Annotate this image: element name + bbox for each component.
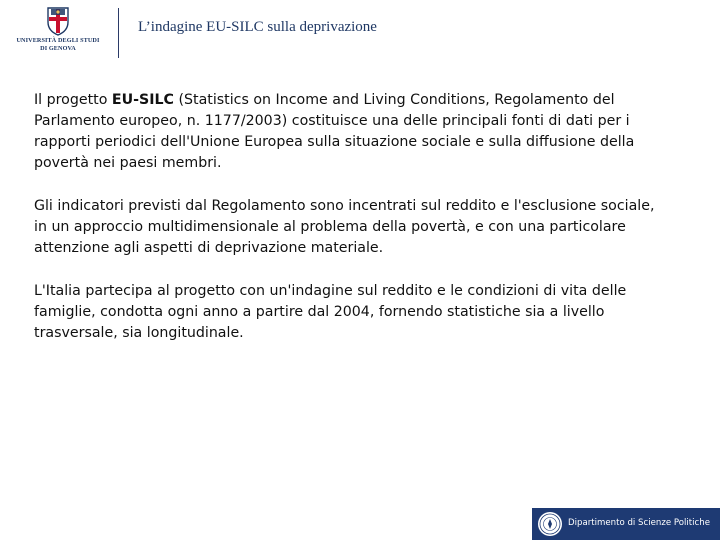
university-name-line1: UNIVERSITÀ DEGLI STUDI — [16, 37, 100, 44]
paragraph-1-text-start: Il progetto — [34, 92, 112, 108]
university-logo — [6, 6, 110, 62]
university-name-line2: DI GENOVA — [40, 45, 76, 52]
footer-bar — [532, 508, 720, 540]
department-name: Dipartimento di Scienze Politiche — [568, 518, 711, 528]
paragraph-1-text-end: (Statistics on Income and Living Conditions, Regolamento del Parlamento europeo, n. 1177/2003) costituisce una delle principali fonti di dati per i rapporti periodici dell'Unione Europea sulla situazione sociale e sulla diffusione della povertà nei paesi membri. — [34, 92, 635, 171]
paragraph-1 — [34, 90, 664, 174]
eu-silc-bold: EU-SILC — [111, 92, 174, 108]
header-divider — [118, 8, 119, 58]
slide-title: L’indagine EU-SILC sulla deprivazione — [138, 19, 377, 35]
paragraph-3: L'Italia partecipa al progetto con un'indagine sul reddito e le condizioni di vita delle famiglie, condotta ogni anno a partire dal 2004, fornendo statistiche sia a livello trasversale, sia longitudinale. — [34, 283, 627, 341]
slide-content — [34, 90, 664, 366]
department-seal-icon — [537, 511, 563, 537]
paragraph-2: Gli indicatori previsti dal Regolamento sono incentrati sul reddito e l'esclusione sociale, in un approccio multidimensionale al problema della povertà, e con una particolare attenzione agli aspetti di deprivazione materiale. — [34, 198, 655, 256]
university-crest-icon — [46, 6, 70, 36]
